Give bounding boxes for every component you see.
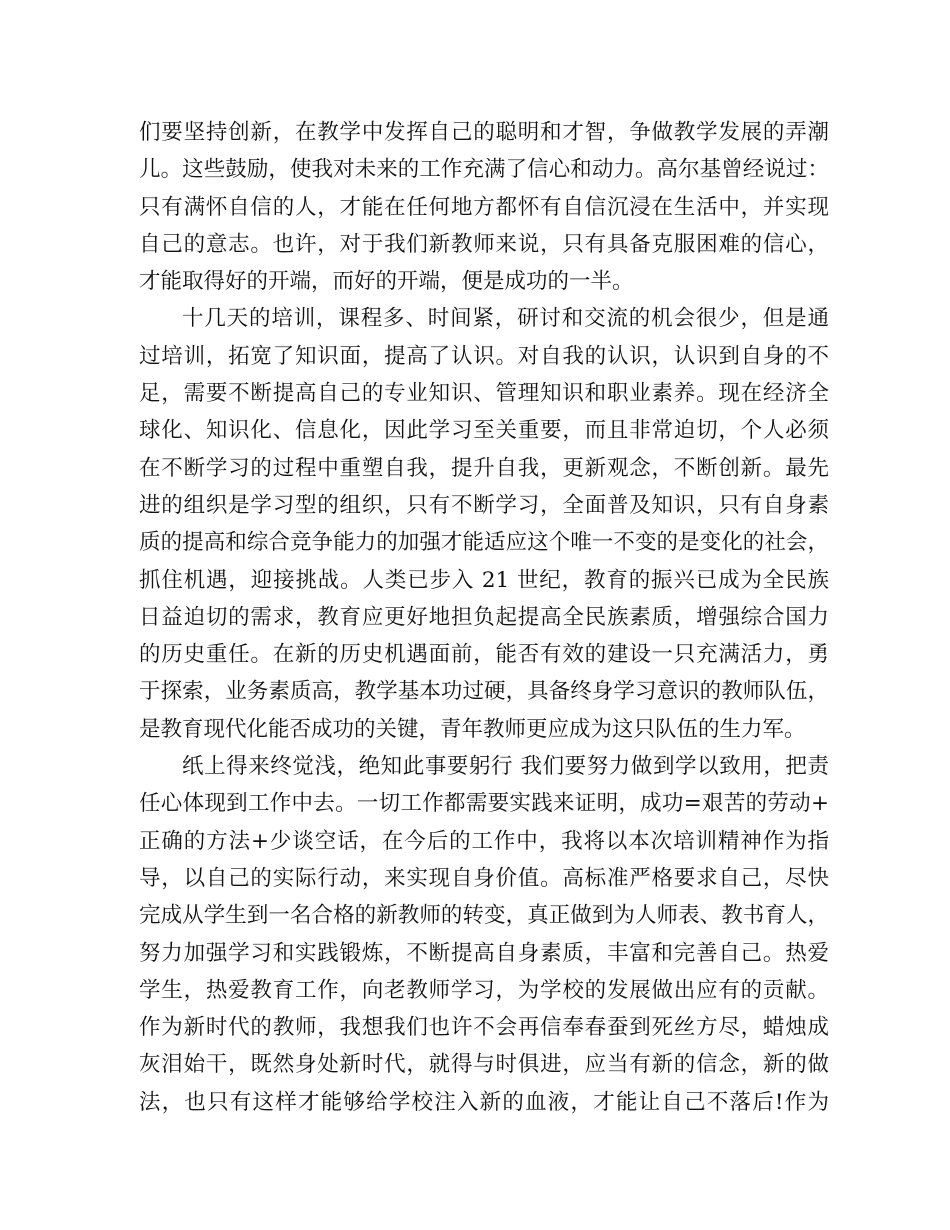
text-line: 十几天的培训，课程多、时间紧，研讨和交流的机会很少，但是通 (182, 306, 829, 332)
text-line: 的历史重任。在新的历史机遇面前，能否有效的建设一只充满活力，勇 (139, 642, 829, 668)
text-line: 只有满怀自信的人，才能在任何地方都怀有自信沉浸在生活中，并实现 (139, 194, 829, 220)
paragraph-1 (139, 114, 829, 300)
text-line: 质的提高和综合竞争能力的加强才能适应这个唯一不变的是变化的社会， (139, 530, 829, 556)
text-line: 们要坚持创新，在教学中发挥自己的聪明和才智，争做教学发展的弄潮 (139, 120, 829, 145)
text-line: 导，以自己的实际行动，来实现自身价值。高标准严格要求自己，尽快 (139, 865, 829, 891)
text-line: 是教育现代化能否成功的关键，青年教师更应成为这只队伍的生力军。 (139, 716, 806, 742)
text-line: 纸上得来终觉浅，绝知此事要躬行 我们要努力做到学以致用，把责 (182, 754, 829, 780)
paragraph-2 (139, 300, 829, 748)
text-line: 法，也只有这样才能够给学校注入新的血液，才能让自己不落后!作为 (139, 1089, 829, 1115)
text-line: 在不断学习的过程中重塑自我，提升自我，更新观念，不断创新。最先 (139, 455, 829, 481)
text-line: 于探索，业务素质高，教学基本功过硬，具备终身学习意识的教师队伍， (139, 679, 829, 705)
text-line: 才能取得好的开端，而好的开端，便是成功的一半。 (139, 269, 634, 295)
text-line: 过培训，拓宽了知识面，提高了认识。对自我的认识，认识到自身的不 (139, 343, 829, 369)
text-line: 足，需要不断提高自己的专业知识、管理知识和职业素养。现在经济全 (139, 381, 829, 407)
text-line: 任心体现到工作中去。一切工作都需要实践来证明，成功=艰苦的劳动+ (139, 791, 829, 817)
text-line: 自己的意志。也许，对于我们新教师来说，只有具备克服困难的信心， (139, 231, 829, 257)
text-line: 学生，热爱教育工作，向老教师学习，为学校的发展做出应有的贡献。 (139, 977, 829, 1003)
text-line: 日益迫切的需求，教育应更好地担负起提高全民族素质，增强综合国力 (139, 604, 829, 630)
text-line: 作为新时代的教师，我想我们也许不会再信奉春蚕到死丝方尽，蜡烛成 (139, 1015, 829, 1041)
text-line: 灰泪始干，既然身处新时代，就得与时俱进，应当有新的信念，新的做 (139, 1052, 829, 1078)
text-line: 完成从学生到一名合格的新教师的转变，真正做到为人师表、教书育人， (139, 903, 829, 929)
text-line: 努力加强学习和实践锻炼，不断提高自身素质，丰富和完善自己。热爱 (139, 940, 829, 966)
text-line: 正确的方法+少谈空话，在今后的工作中，我将以本次培训精神作为指 (139, 828, 829, 854)
paragraph-3 (139, 748, 829, 1121)
text-line: 进的组织是学习型的组织，只有不断学习，全面普及知识，只有自身素 (139, 492, 829, 518)
document-body (139, 114, 829, 1121)
text-line: 抓住机遇，迎接挑战。人类已步入 21 世纪，教育的振兴已成为全民族 (139, 567, 829, 593)
text-line: 儿。这些鼓励，使我对未来的工作充满了信心和动力。高尔基曾经说过： (139, 157, 829, 183)
text-line: 球化、知识化、信息化，因此学习至关重要，而且非常迫切，个人必须 (139, 418, 829, 444)
